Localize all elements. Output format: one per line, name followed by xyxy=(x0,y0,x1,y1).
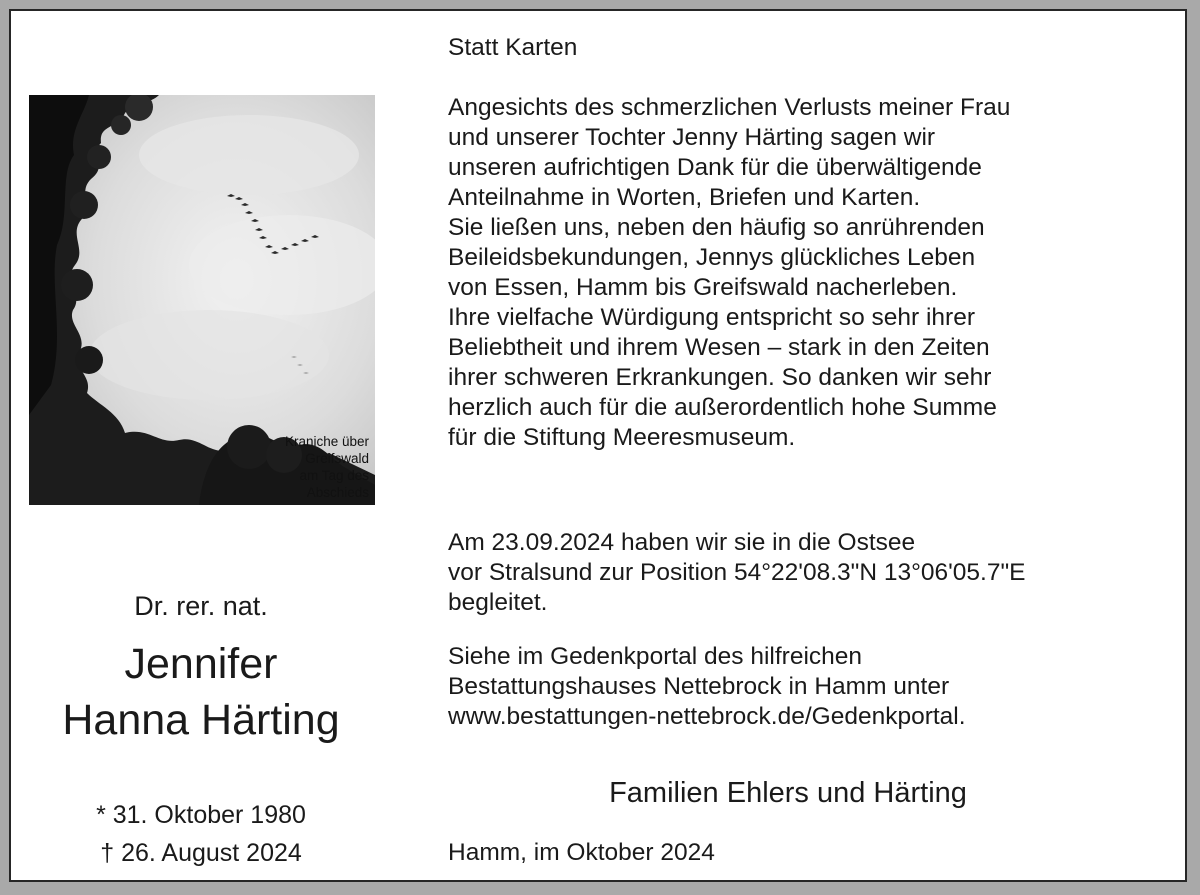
academic-title: Dr. rer. nat. xyxy=(134,591,268,621)
families-signature: Familien Ehlers und Härting xyxy=(609,777,967,809)
text-line: unseren aufrichtigen Dank für die überwältigende xyxy=(448,154,982,181)
text-line: Anteilnahme in Worten, Briefen und Karten. xyxy=(448,184,921,211)
text-line: Ihre vielfache Würdigung entspricht so sehr ihrer xyxy=(448,304,976,331)
photo-cranes xyxy=(29,95,375,505)
portal-paragraph xyxy=(448,642,966,732)
obituary-card xyxy=(9,9,1187,882)
text-line: Siehe im Gedenkportal des hilfreichen xyxy=(448,643,863,670)
portal-url: www.bestattungen-nettebrock.de/Gedenkportal. xyxy=(448,703,966,730)
thanks-paragraph xyxy=(448,93,1010,453)
last-name: Hanna Härting xyxy=(62,696,340,744)
text-line: Beileidsbekundungen, Jennys glückliches Leben xyxy=(448,244,976,271)
statt-karten-heading: Statt Karten xyxy=(448,34,578,61)
text-line: Bestattungshauses Nettebrock in Hamm unter xyxy=(448,673,950,700)
first-name: Jennifer xyxy=(124,640,278,688)
place-date: Hamm, im Oktober 2024 xyxy=(448,839,715,866)
text-line: ihrer schweren Erkrankungen. So danken wir sehr xyxy=(448,364,992,391)
text-line: Sie ließen uns, neben den häufig so anrührenden xyxy=(448,214,985,241)
text-line: von Essen, Hamm bis Greifswald nacherleben. xyxy=(448,274,958,301)
text-line: Beliebtheit und ihrem Wesen – stark in den Zeiten xyxy=(448,334,990,361)
birth-date: * 31. Oktober 1980 xyxy=(96,801,306,829)
text-line: vor Stralsund zur Position 54°22'08.3"N 13°06'05.7"E xyxy=(448,559,1026,586)
text-line: Am 23.09.2024 haben wir sie in die Ostsee xyxy=(448,529,916,556)
text-line: herzlich auch für die außerordentlich hohe Summe xyxy=(448,394,997,421)
photo-caption: Kraniche über Greifswald am Tag des Abschieds xyxy=(284,434,369,500)
burial-paragraph xyxy=(448,528,1026,618)
text-line: und unserer Tochter Jenny Härting sagen wir xyxy=(448,124,936,151)
text-line: für die Stiftung Meeresmuseum. xyxy=(448,424,796,451)
text-line: begleitet. xyxy=(448,589,548,616)
text-line: Angesichts des schmerzlichen Verlusts meiner Frau xyxy=(448,94,1011,121)
death-date: † 26. August 2024 xyxy=(100,839,302,867)
